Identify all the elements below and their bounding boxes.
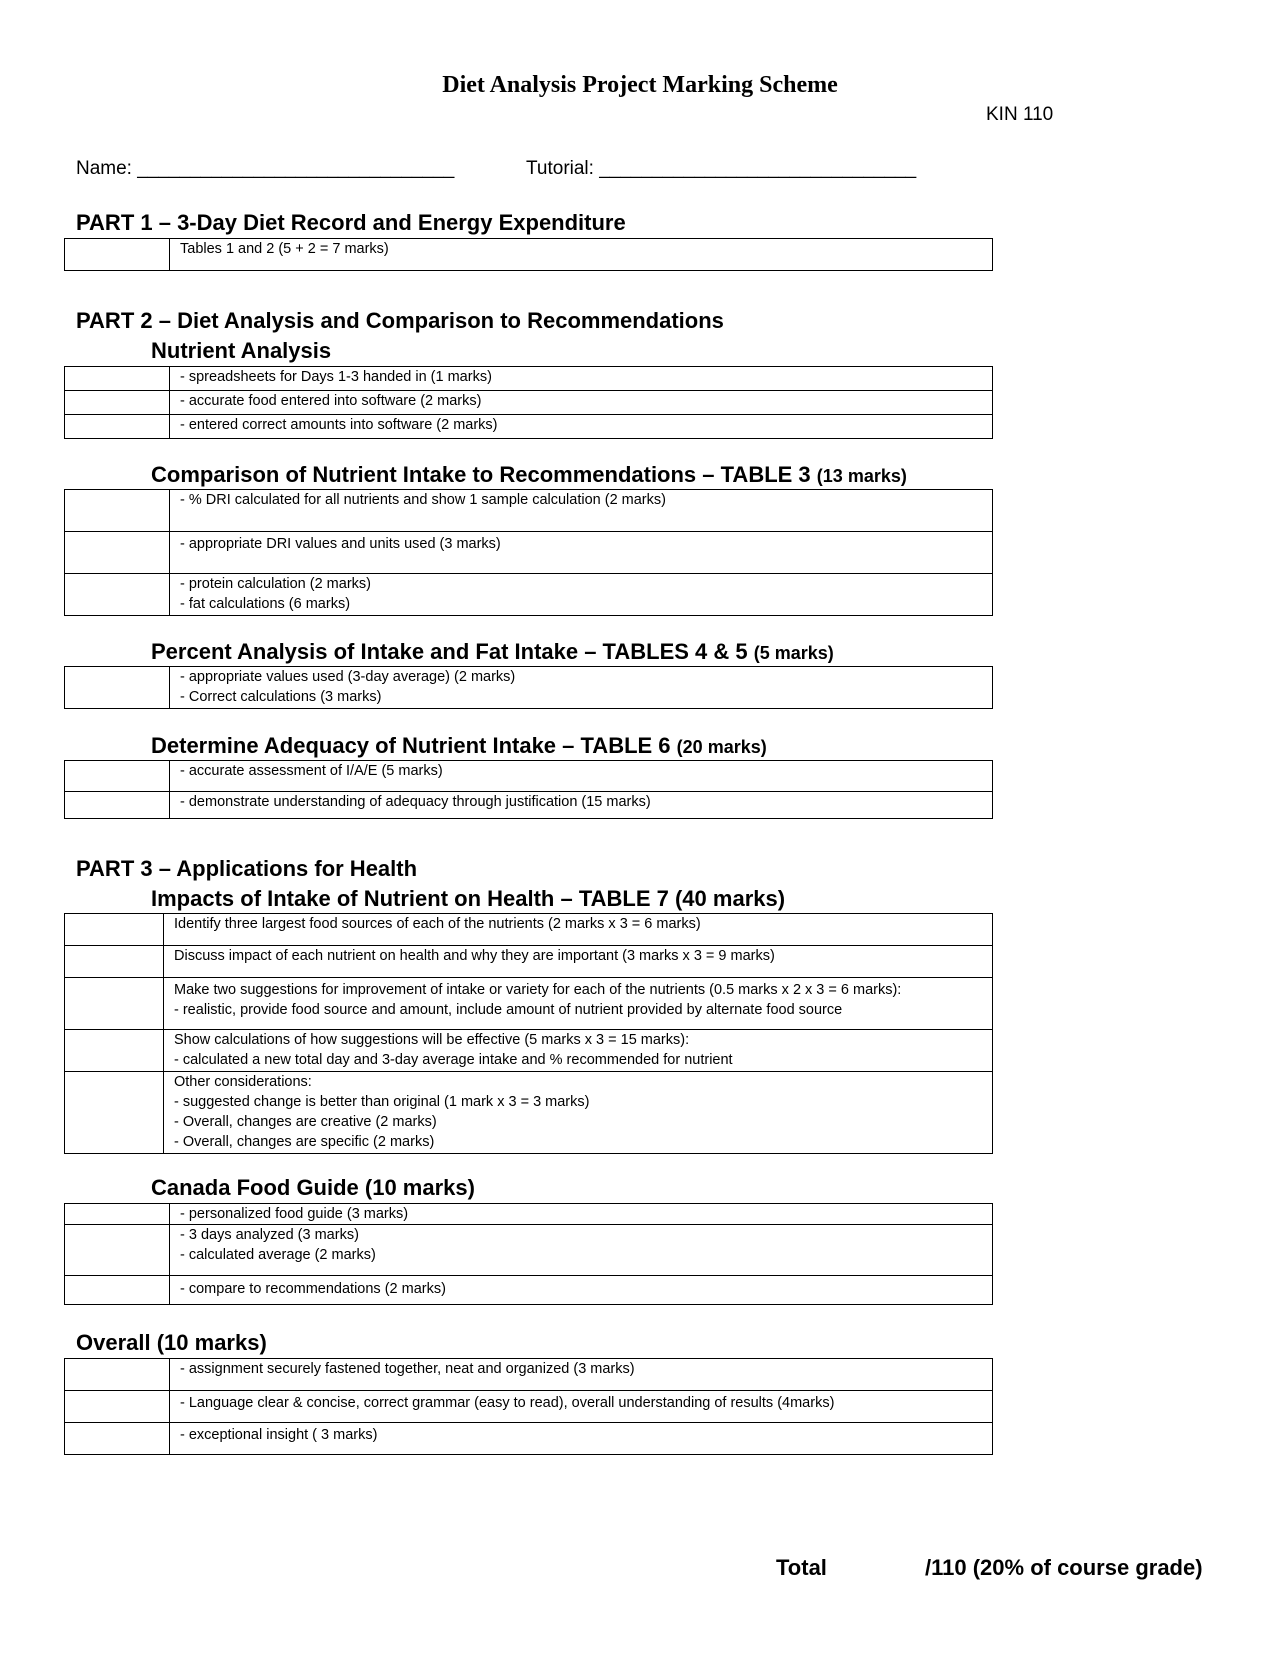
mark-box[interactable] xyxy=(65,667,170,709)
mark-box[interactable] xyxy=(65,1423,170,1455)
criterion: - compare to recommendations (2 marks) xyxy=(170,1276,993,1305)
adequacy-table xyxy=(64,760,993,819)
criterion: Identify three largest food sources of each of the nutrients (2 marks x 3 = 6 marks) xyxy=(164,914,993,946)
criterion-line: - calculated average (2 marks) xyxy=(180,1247,376,1263)
mark-box[interactable] xyxy=(65,761,170,792)
criterion xyxy=(164,1072,993,1154)
mark-box[interactable] xyxy=(65,239,170,271)
criterion: - appropriate DRI values and units used (3 marks) xyxy=(170,532,993,574)
criterion xyxy=(164,1030,993,1072)
criterion-line: - 3 days analyzed (3 marks) xyxy=(180,1227,359,1243)
criterion: - entered correct amounts into software (2 marks) xyxy=(170,415,993,439)
food-guide-heading: Canada Food Guide (10 marks) xyxy=(151,1175,475,1200)
part3-heading: PART 3 – Applications for Health xyxy=(76,856,418,881)
mark-box[interactable] xyxy=(65,978,164,1030)
table-row xyxy=(65,1276,993,1305)
percent-title: Percent Analysis of Intake and Fat Intake – TABLES 4 & 5 xyxy=(151,639,748,664)
table-row xyxy=(65,1359,993,1391)
comparison-marks: (13 marks) xyxy=(816,466,907,486)
criterion-line: - Overall, changes are specific (2 marks) xyxy=(174,1134,435,1150)
criterion: - % DRI calculated for all nutrients and show 1 sample calculation (2 marks) xyxy=(170,490,993,532)
criterion: Tables 1 and 2 (5 + 2 = 7 marks) xyxy=(170,239,993,271)
criterion-line: - protein calculation (2 marks) xyxy=(180,576,371,592)
name-blank: ______________________________ xyxy=(137,158,455,179)
table-row xyxy=(65,415,993,439)
mark-box[interactable] xyxy=(65,1276,170,1305)
table-row xyxy=(65,792,993,819)
impacts-table xyxy=(64,913,993,1154)
mark-box[interactable] xyxy=(65,391,170,415)
mark-box[interactable] xyxy=(65,1225,170,1276)
part2-heading: PART 2 – Diet Analysis and Comparison to Recommendations xyxy=(76,308,724,333)
criterion-line: Other considerations: xyxy=(174,1074,312,1090)
part1-heading: PART 1 – 3-Day Diet Record and Energy Expenditure xyxy=(76,210,626,235)
mark-box[interactable] xyxy=(65,574,170,616)
percent-table xyxy=(64,666,993,709)
criterion xyxy=(170,1225,993,1276)
comparison-heading xyxy=(151,462,907,488)
mark-box[interactable] xyxy=(65,792,170,819)
course-code: KIN 110 xyxy=(986,104,1054,125)
criterion: - assignment securely fastened together, neat and organized (3 marks) xyxy=(170,1359,993,1391)
table-row xyxy=(65,1072,993,1154)
nutrient-analysis-heading: Nutrient Analysis xyxy=(151,338,332,363)
food-guide-table xyxy=(64,1203,993,1305)
table-row xyxy=(65,1225,993,1276)
name-label: Name: xyxy=(76,158,132,179)
criterion-line: Make two suggestions for improvement of intake or variety for each of the nutrients (0.5 marks x 2 x 3 = 6 marks): xyxy=(174,982,902,998)
table-row xyxy=(65,532,993,574)
criterion: - accurate food entered into software (2 marks) xyxy=(170,391,993,415)
criterion-line: Show calculations of how suggestions will be effective (5 marks x 3 = 15 marks): xyxy=(174,1032,690,1048)
table-row xyxy=(65,367,993,391)
criterion xyxy=(164,978,993,1030)
table-row xyxy=(65,667,993,709)
part1-table xyxy=(64,238,993,271)
table-row xyxy=(65,1391,993,1423)
table-row xyxy=(65,1423,993,1455)
table-row xyxy=(65,391,993,415)
criterion-line: - suggested change is better than original (1 mark x 3 = 3 marks) xyxy=(174,1094,590,1110)
table-row xyxy=(65,1030,993,1072)
table-row xyxy=(65,574,993,616)
table-row xyxy=(65,239,993,271)
mark-box[interactable] xyxy=(65,946,164,978)
adequacy-title: Determine Adequacy of Nutrient Intake – TABLE 6 xyxy=(151,733,671,758)
tutorial-blank: ______________________________ xyxy=(599,158,917,179)
table-row xyxy=(65,1204,993,1225)
table-row xyxy=(65,946,993,978)
criterion: Discuss impact of each nutrient on health and why they are important (3 marks x 3 = 9 marks) xyxy=(164,946,993,978)
criterion: - spreadsheets for Days 1-3 handed in (1 marks) xyxy=(170,367,993,391)
criterion xyxy=(170,667,993,709)
table-row xyxy=(65,914,993,946)
table-row xyxy=(65,490,993,532)
criterion xyxy=(170,574,993,616)
mark-box[interactable] xyxy=(65,914,164,946)
name-field[interactable] xyxy=(76,158,454,180)
criterion-line: - appropriate values used (3-day average) (2 marks) xyxy=(180,669,516,685)
mark-box[interactable] xyxy=(65,1204,170,1225)
criterion-line: - calculated a new total day and 3-day average intake and % recommended for nutrient xyxy=(174,1052,733,1068)
table-row xyxy=(65,761,993,792)
mark-box[interactable] xyxy=(65,490,170,532)
mark-box[interactable] xyxy=(65,367,170,391)
impacts-heading: Impacts of Intake of Nutrient on Health – TABLE 7 (40 marks) xyxy=(151,886,786,911)
criterion: - demonstrate understanding of adequacy through justification (15 marks) xyxy=(170,792,993,819)
overall-heading: Overall (10 marks) xyxy=(76,1330,267,1355)
criterion-line: - Correct calculations (3 marks) xyxy=(180,689,382,705)
criterion: - personalized food guide (3 marks) xyxy=(170,1204,993,1225)
tutorial-field[interactable] xyxy=(526,158,916,180)
total-value: /110 (20% of course grade) xyxy=(925,1555,1203,1580)
mark-box[interactable] xyxy=(65,532,170,574)
total-label: Total xyxy=(776,1555,827,1580)
criterion: - exceptional insight ( 3 marks) xyxy=(170,1423,993,1455)
percent-marks: (5 marks) xyxy=(753,643,834,663)
criterion: - Language clear & concise, correct grammar (easy to read), overall understanding of results (4marks) xyxy=(170,1391,993,1423)
criterion-line: - Overall, changes are creative (2 marks) xyxy=(174,1114,437,1130)
tutorial-label: Tutorial: xyxy=(526,158,594,179)
mark-box[interactable] xyxy=(65,1030,164,1072)
page-title: Diet Analysis Project Marking Scheme xyxy=(442,72,838,98)
mark-box[interactable] xyxy=(65,1359,170,1391)
criterion: - accurate assessment of I/A/E (5 marks) xyxy=(170,761,993,792)
criterion-line: - fat calculations (6 marks) xyxy=(180,596,351,612)
overall-table xyxy=(64,1358,993,1455)
criterion-line: - realistic, provide food source and amount, include amount of nutrient provided by alternate food source xyxy=(174,1002,843,1018)
adequacy-marks: (20 marks) xyxy=(676,737,767,757)
mark-box[interactable] xyxy=(65,415,170,439)
table-row xyxy=(65,978,993,1030)
comparison-table xyxy=(64,489,993,616)
nutrient-analysis-table xyxy=(64,366,993,439)
adequacy-heading xyxy=(151,733,767,759)
mark-box[interactable] xyxy=(65,1391,170,1423)
comparison-title: Comparison of Nutrient Intake to Recommendations – TABLE 3 xyxy=(151,462,811,487)
percent-heading xyxy=(151,639,834,665)
mark-box[interactable] xyxy=(65,1072,164,1154)
